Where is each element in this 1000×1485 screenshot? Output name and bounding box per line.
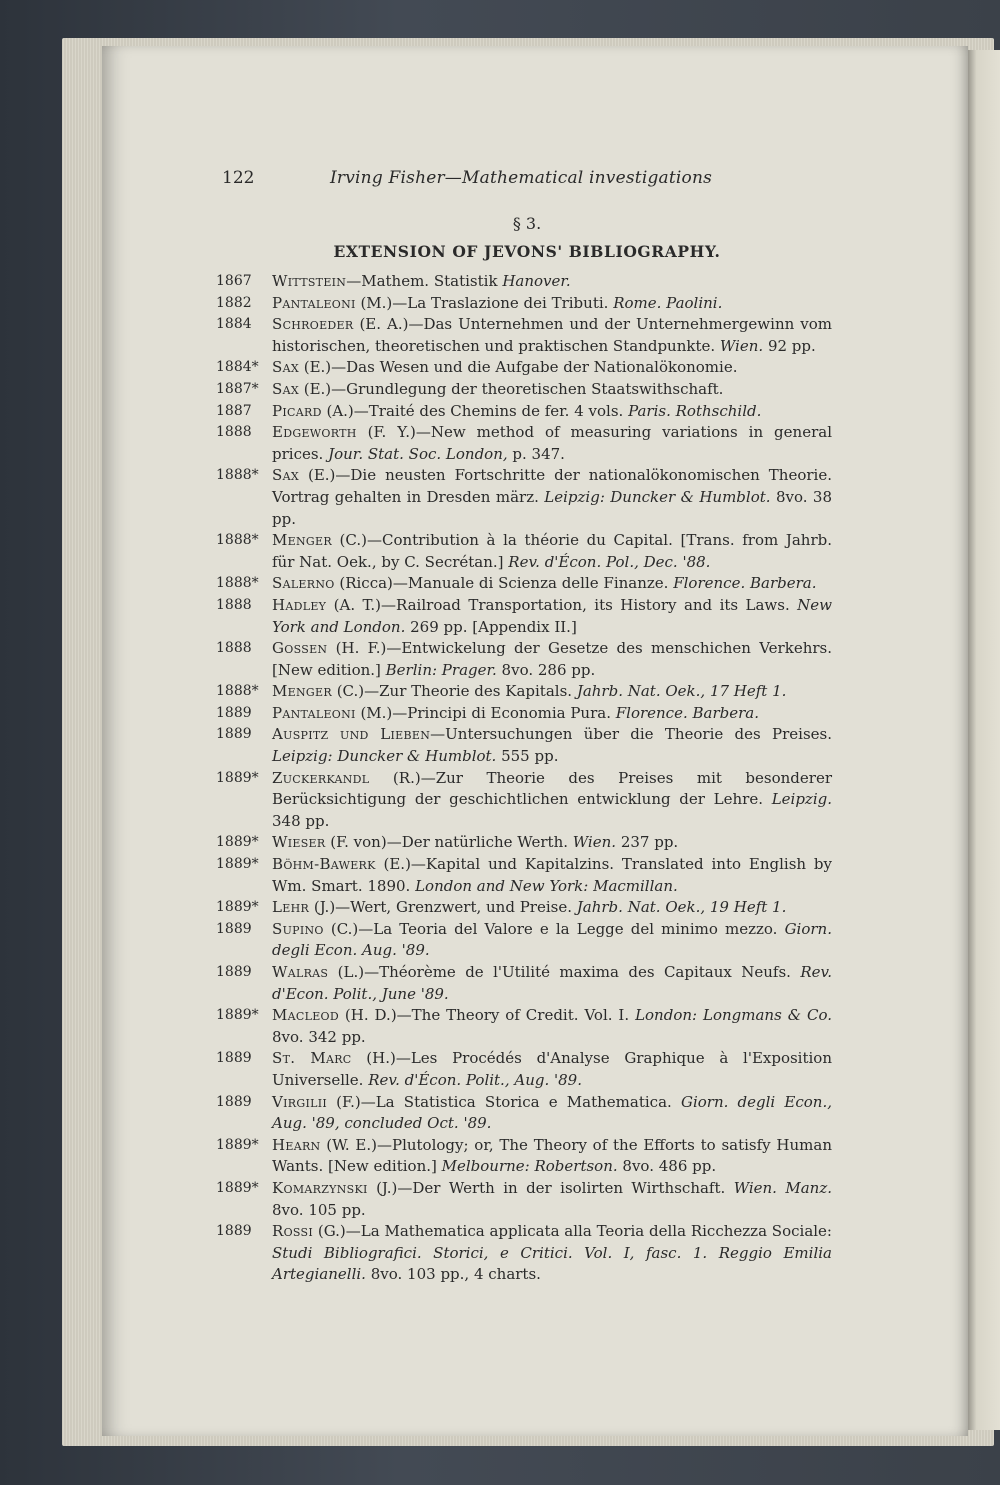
entry-text: (L.)—Théorème de l'Utilité maxima des Capitaux Neufs. [328,963,801,981]
entry-publication: Wien. [719,336,764,355]
entry-text: (R.)—Zur Theorie des Preises mit besonderer Berücksichtigung der geschichtlichen entwicklung der Lehre. [272,768,832,809]
entry-text: (M.)—La Traslazione dei Tributi. [355,293,614,312]
text-block [216,168,833,1286]
entry-publication: Hanover. [502,272,571,290]
entry-year: 1889 [216,1093,252,1110]
entry-text: (H. D.)—The Theory of Credit. Vol. I. [339,1006,636,1025]
entry-tail: 8vo. 105 pp. [272,1200,366,1219]
section-mark: § 3. [512,214,542,233]
bibliography-entry [216,638,832,681]
entry-year: 1884* [216,359,259,376]
bibliography-entry [216,357,832,379]
entry-publication: London: Longmans & Co. [635,1006,832,1025]
bibliography-entry [216,919,832,962]
book-page [102,46,968,1436]
entry-year: 1867 [216,273,252,289]
bibliography-entry [216,1221,832,1286]
entry-publication: New York and London. [272,595,832,636]
bibliography-entry [216,422,832,465]
entry-author: Komarzynski [272,1178,368,1197]
entry-tail: 8vo. 38 pp. [272,487,833,528]
entry-text: (M.)—Principi di Economia Pura. [355,703,616,722]
page-header [222,168,832,194]
entry-year: 1889* [216,899,259,916]
entry-year: 1888 [216,424,252,441]
entry-text: (E.)—Kapital und Kapitalzins. Translated into English by Wm. Smart. 1890. [272,855,832,895]
entry-author: Sax [272,358,299,377]
bibliography-entry [216,1092,832,1135]
entry-author: Rossi [272,1222,314,1241]
entry-text: (F.)—La Statistica Storica e Mathematica. [327,1092,681,1111]
entry-tail: 555 pp. [496,747,559,766]
entry-text: —Mathem. Statistik [346,272,503,290]
entry-tail: 8vo. 286 pp. [496,660,596,679]
entry-author: Picard [272,401,322,420]
entry-tail: 237 pp. [616,833,679,852]
entry-publication: Wien. Manz. [733,1178,832,1197]
bibliography-entry [216,1005,832,1048]
entry-year: 1887* [216,380,259,397]
entry-year: 1888 [216,640,252,657]
bibliography-entry [216,314,832,357]
bibliography-entry [216,1135,832,1178]
entry-publication: Jour. Stat. Soc. London, [328,444,508,463]
bibliography-entry [216,1178,832,1221]
entry-publication: Florence. Barbera. [615,703,759,722]
bibliography-entry [216,293,832,315]
entry-publication: Berlin: Prager. [385,660,497,679]
entry-author: Pantaleoni [272,293,356,312]
entry-year: 1889 [216,964,252,980]
entry-publication: Giorn. degli Econ., Aug. '89, concluded Oct. '89. [272,1092,832,1133]
entry-publication: Rev. d'Écon. Pol., Dec. '88. [508,552,711,571]
bibliography-list [216,271,833,1286]
entry-text: (E.)—Die neusten Fortschritte der nationalökonomischen Theorie. Vortrag gehalten in Dresden märz. [272,466,832,506]
entry-publication: Melbourne: Robertson. [441,1157,618,1176]
entry-author: Salerno [272,574,335,593]
entry-year: 1889* [216,834,259,851]
entry-publication: Giorn. degli Econ. Aug. '89. [272,919,832,960]
entry-author: Supino [272,919,324,938]
entry-tail: 269 pp. [Appendix II.] [405,617,577,636]
entry-year: 1884 [216,316,252,333]
entry-publication: Paris. Rothschild. [628,401,762,420]
entry-publication: Studi Bibliografici. Storici, e Critici. Vol. I, fasc. 1. Reggio Emilia Artegianelli. [272,1243,832,1284]
entry-year: 1889 [216,704,252,721]
entry-publication: Rev. d'Econ. Polit., June '89. [272,963,832,1003]
entry-tail: 348 pp. [272,811,330,830]
entry-text: (C.)—Contribution à la théorie du Capital. [Trans. from Jahrb. für Nat. Oek., by C. Secrétan.] [272,531,832,571]
entry-text: (H. F.)—Entwickelung der Gesetze des menschichen Verkehrs. [New edition.] [272,639,832,679]
entry-text: —Untersuchungen über die Theorie des Preises. [430,725,832,744]
entry-year: 1887 [216,402,252,419]
entry-author: Pantaleoni [272,703,356,722]
bibliography-entry [216,724,832,767]
entry-publication: Florence. Barbera. [673,574,817,593]
entry-tail: 8vo. 103 pp., 4 charts. [365,1265,541,1284]
bibliography-entry [216,703,832,725]
entry-author: Menger [272,682,332,701]
facing-page-edge [964,50,1000,1430]
bibliography-entry [216,897,832,919]
entry-year: 1888* [216,575,259,592]
entry-author: Gossen [272,639,328,658]
entry-author: Hearn [272,1135,321,1154]
entry-publication: Leipzig. [771,790,832,809]
entry-year: 1889* [216,1179,259,1196]
entry-year: 1888* [216,532,259,549]
bibliography-entry [216,962,832,1005]
entry-author: Lehr [272,898,310,917]
entry-author: Menger [272,531,332,550]
entry-year: 1889* [216,1136,259,1153]
entry-author: Macleod [272,1006,339,1025]
running-head: Irving Fisher—Mathematical investigations [330,168,713,188]
entry-text: (E.)—Das Wesen und die Aufgabe der Nationalökonomie. [298,358,738,377]
entry-text: (E.)—Grundlegung der theoretischen Staatswithschaft. [298,379,724,398]
entry-text: (A. T.)—Railroad Transportation, its History and its Laws. [326,595,798,614]
entry-author: Sax [272,379,299,398]
entry-publication: Jahrb. Nat. Oek., 17 Heft 1. [576,682,787,701]
entry-text: (H.)—Les Procédés d'Analyse Graphique à l'Exposition Universelle. [272,1049,832,1089]
entry-publication: Rome. Paolini. [613,293,723,312]
entry-text: (C.)—Zur Theorie des Kapitals. [331,682,577,701]
entry-text: (E. A.)—Das Unternehmen und der Unternehmergewinn vom historischen, theoretischen und praktischen Standpunkte. [272,315,832,355]
entry-text: (A.)—Traité des Chemins de fer. 4 vols. [321,401,629,420]
bibliography-entry [216,573,832,595]
entry-text: (W. E.)—Plutology; or, The Theory of the Efforts to satisfy Human Wants. [New edition.] [272,1135,832,1176]
entry-year: 1888 [216,596,252,613]
entry-year: 1888* [216,683,259,700]
entry-text: (C.)—La Teoria del Valore e la Legge del minimo mezzo. [323,919,785,938]
bibliography-entry [216,401,832,423]
entry-text: (J.)—Wert, Grenzwert, und Preise. [309,898,577,917]
bibliography-entry [216,595,832,638]
bibliography-entry [216,530,832,573]
entry-author: Auspitz und Lieben [272,725,431,744]
entry-year: 1889 [216,1223,252,1240]
entry-year: 1889* [216,1007,259,1024]
entry-text: (F. von)—Der natürliche Werth. [325,833,573,852]
entry-tail: 92 pp. [763,336,816,355]
entry-author: Sax [272,466,299,485]
page-number: 122 [222,168,255,188]
bibliography-entry [216,832,832,854]
entry-author: Edgeworth [272,423,357,442]
bibliography-entry [216,465,833,530]
bibliography-entry [216,768,832,833]
entry-author: Wittstein [272,272,347,290]
entry-year: 1882 [216,294,252,311]
section-title: EXTENSION OF JEVONS' BIBLIOGRAPHY. [333,242,721,261]
bibliography-entry [216,854,832,897]
entry-author: Böhm-Bawerk [272,855,376,874]
entry-text: (F. Y.)—New method of measuring variations in general prices. [272,423,832,463]
entry-author: St. Marc [272,1049,352,1068]
bibliography-entry [216,1048,832,1091]
entry-publication: Leipzig: Duncker & Humblot. [544,487,771,506]
entry-publication: London and New York: Macmillan. [415,876,678,895]
entry-text: (J.)—Der Werth in der isolirten Wirthschaft. [367,1178,734,1197]
bibliography-entry [216,379,832,401]
entry-text: (Ricca)—Manuale di Scienza delle Finanze. [334,574,674,593]
entry-text: (G.)—La Mathematica applicata alla Teoria della Ricchezza Sociale: [313,1222,832,1241]
entry-year: 1889* [216,856,259,873]
entry-publication: Jahrb. Nat. Oek., 19 Heft 1. [576,898,787,917]
entry-author: Zuckerkandl [272,768,370,787]
entry-author: Walras [272,963,329,981]
entry-year: 1888* [216,467,259,484]
entry-year: 1889 [216,920,252,937]
bibliography-entry [216,271,832,293]
entry-author: Virgilii [272,1092,327,1111]
entry-tail: 8vo. 342 pp. [272,1027,366,1046]
entry-publication: Leipzig: Duncker & Humblot. [272,747,497,766]
entry-author: Hadley [272,595,327,614]
entry-year: 1889 [216,726,252,743]
entry-author: Schroeder [272,315,354,334]
entry-publication: Rev. d'Écon. Polit., Aug. '89. [368,1070,582,1089]
entry-tail: 8vo. 486 pp. [617,1157,717,1176]
entry-tail: p. 347. [507,444,565,463]
entry-author: Wieser [272,833,326,852]
entry-year: 1889* [216,769,259,786]
entry-year: 1889 [216,1050,252,1067]
entry-publication: Wien. [572,833,617,852]
bibliography-entry [216,681,832,703]
